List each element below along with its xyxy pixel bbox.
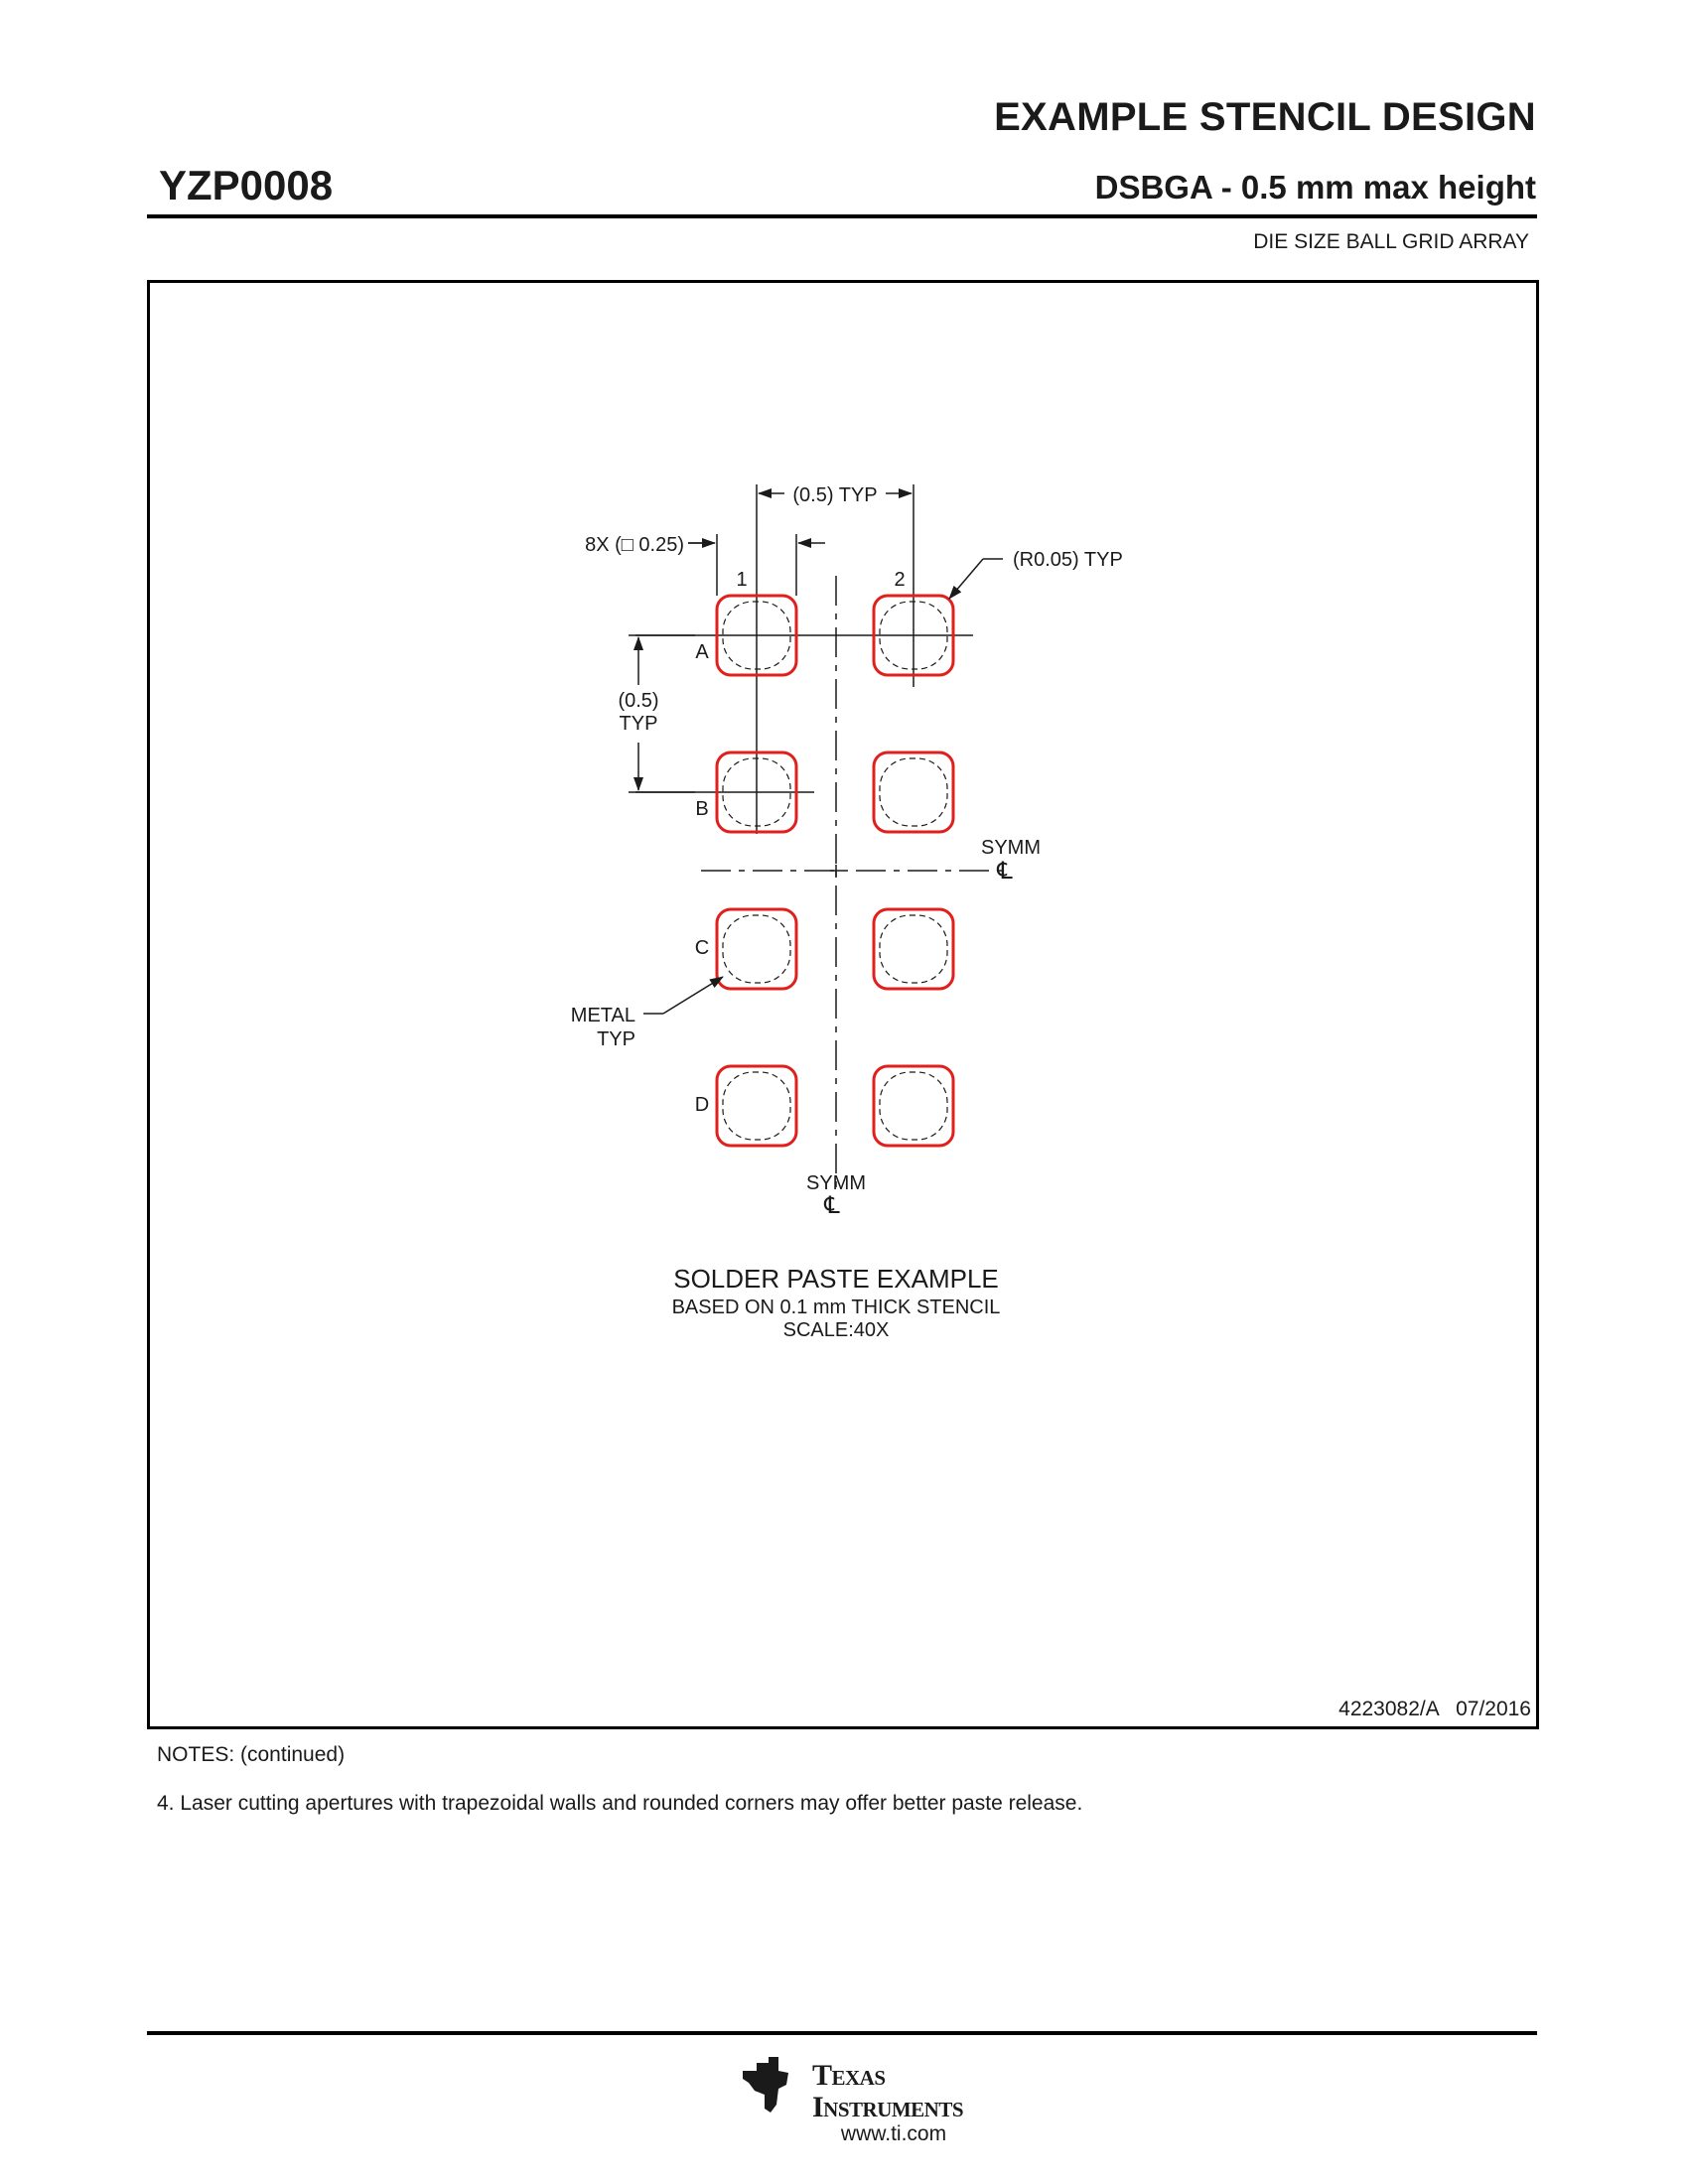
- ti-logo-line1: Texas: [812, 2059, 886, 2092]
- symm-label-vertical: SYMM: [806, 1172, 866, 1194]
- package-id: YZP0008: [159, 162, 334, 208]
- pad-D1: [717, 1066, 796, 1146]
- column-label-1: 1: [736, 569, 748, 591]
- pad-C2: [874, 909, 953, 989]
- centerline-symbol-horizontal: ℄: [997, 858, 1013, 885]
- pad-B2: [874, 752, 953, 832]
- column-label-2: 2: [894, 569, 906, 591]
- centerline-symbol-vertical: ℄: [824, 1192, 840, 1219]
- pitch-label-horizontal: (0.5) TYP: [792, 484, 878, 506]
- package-description: DSBGA - 0.5 mm max height: [1094, 169, 1536, 205]
- notes-heading: NOTES: (continued): [157, 1743, 346, 1766]
- pad-D2: [874, 1066, 953, 1146]
- row-label-D: D: [694, 1094, 710, 1116]
- caption-title: SOLDER PASTE EXAMPLE: [673, 1264, 999, 1294]
- package-type: DIE SIZE BALL GRID ARRAY: [1253, 230, 1529, 253]
- note-item: 4. Laser cutting apertures with trapezoidal walls and rounded corners may offer better paste release.: [157, 1792, 1083, 1815]
- metal-label: METAL: [570, 1005, 635, 1026]
- caption-scale: SCALE:40X: [782, 1319, 890, 1341]
- ti-logo-line2: Instruments: [812, 2091, 964, 2123]
- footer-rule: [147, 2031, 1537, 2035]
- radius-leader: [949, 559, 1003, 599]
- row-label-B: B: [695, 798, 709, 820]
- ti-logo-icon: [735, 2049, 1033, 2128]
- caption-subtitle: BASED ON 0.1 mm THICK STENCIL: [671, 1297, 1001, 1318]
- radius-label: (R0.05) TYP: [1013, 549, 1123, 571]
- metal-typ-label: TYP: [597, 1028, 635, 1050]
- pad-C1: [717, 909, 796, 989]
- pitch-label-vertical-typ: TYP: [619, 713, 658, 735]
- row-label-C: C: [694, 937, 710, 959]
- metal-leader: [643, 977, 723, 1014]
- svg-text:ti: ti: [753, 2069, 766, 2094]
- ti-logo: [735, 2049, 1033, 2128]
- page-title: EXAMPLE STENCIL DESIGN: [994, 95, 1536, 139]
- row-label-A: A: [695, 641, 709, 663]
- symm-label-horizontal: SYMM: [981, 837, 1041, 859]
- pitch-label-vertical: (0.5): [618, 690, 659, 712]
- document-number: 4223082/A 07/2016: [1338, 1698, 1531, 1720]
- footer-url[interactable]: www.ti.com: [840, 2122, 947, 2145]
- pad-size-label: 8X (□ 0.25): [585, 534, 684, 556]
